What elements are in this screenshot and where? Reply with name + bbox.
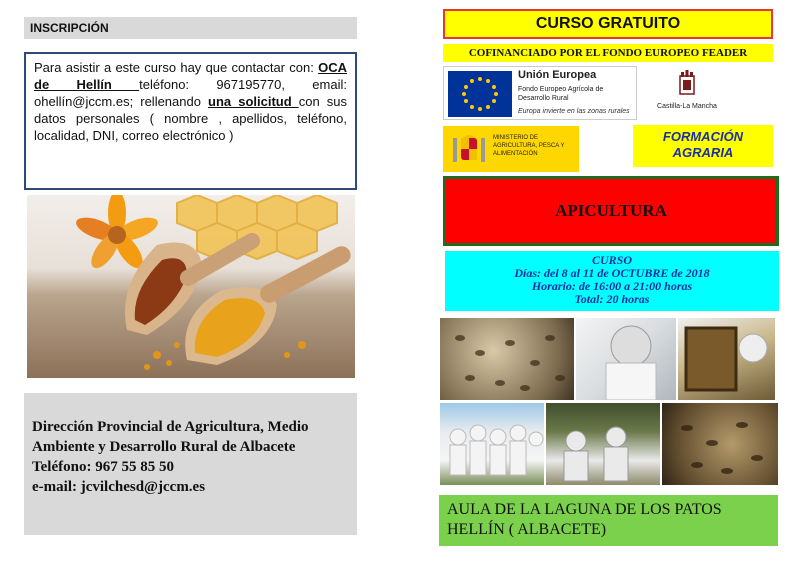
contact-email: e-mail: jcvilchesd@jccm.es (32, 479, 206, 495)
formacion-line-1: FORMACIÓN (662, 129, 744, 144)
clm-label: Castilla-La Mancha (657, 103, 717, 110)
formacion-agraria-badge (633, 125, 773, 167)
ministerio-label: MINISTERIO DE AGRICULTURA, PESCA Y ALIMENTACIÓN (493, 135, 565, 157)
inscripcion-header: INSCRIPCIÓN (24, 17, 357, 39)
spain-coat-of-arms-icon (451, 132, 487, 166)
curso-gratuito-banner: CURSO GRATUITO (443, 9, 773, 39)
course-info-box (445, 251, 779, 311)
contact-line-2: Ambiente y Desarrollo Rural de Albacete (32, 439, 296, 455)
venue-box (439, 495, 778, 546)
cofinanciado-banner: COFINANCIADO POR EL FONDO EUROPEO FEADER (443, 44, 773, 62)
contact-phone: Teléfono: 967 55 85 50 (32, 459, 174, 475)
eu-slogan: Europa invierte en las zonas rurales (518, 108, 630, 115)
beekeepers-group-photo (440, 403, 544, 485)
course-total-hours: Total: 20 horas (574, 292, 650, 306)
pollen-scoops-illustration (27, 195, 355, 378)
venue-location: HELLÍN ( ALBACETE) (447, 521, 607, 538)
course-schedule: Horario: de 16:00 a 21:00 horas (531, 279, 693, 293)
contact-info-box (24, 393, 357, 535)
pollen-scoops-photo (27, 195, 355, 378)
bees-closeup-photo (662, 403, 778, 485)
eu-title: Unión Europea (518, 69, 597, 81)
ministerio-logo (443, 126, 579, 172)
formacion-line-2: AGRARIA (672, 145, 734, 160)
solicitud-link: una solicitud (208, 94, 299, 109)
inscripcion-text-1: Para asistir a este curso hay que contactar con: (34, 60, 319, 75)
honeycomb-frame-photo (678, 318, 775, 400)
inscripcion-text-3: con sus datos personales ( nombre , apellidos, teléfono, localidad, DNI, correo electrónico ) (34, 94, 347, 143)
eu-flag-icon (448, 71, 512, 117)
eu-fund-name: Fondo Europeo Agrícola de Desarrollo Rural (518, 86, 604, 102)
inscripcion-text-2: teléfono: 967195770, email: ohellín@jccm.es; rellenando (34, 77, 347, 109)
beekeepers-field-photo (546, 403, 660, 485)
eu-feader-logo (443, 66, 637, 120)
contact-line-1: Dirección Provincial de Agricultura, Medio (32, 419, 309, 435)
bees-frame-photo (440, 318, 574, 400)
course-label: CURSO (591, 253, 632, 267)
course-dates: Días: del 8 al 11 de OCTUBRE de 2018 (514, 266, 710, 280)
course-title-banner: APICULTURA (443, 176, 779, 246)
castilla-la-mancha-logo (652, 68, 722, 118)
beekeeper-suit-photo (576, 318, 676, 400)
inscripcion-text-box (24, 52, 357, 190)
clm-emblem-icon (678, 70, 696, 96)
oca-hellin-link: OCA de Hellín (34, 60, 347, 92)
venue-name: AULA DE LA LAGUNA DE LOS PATOS (447, 501, 722, 518)
